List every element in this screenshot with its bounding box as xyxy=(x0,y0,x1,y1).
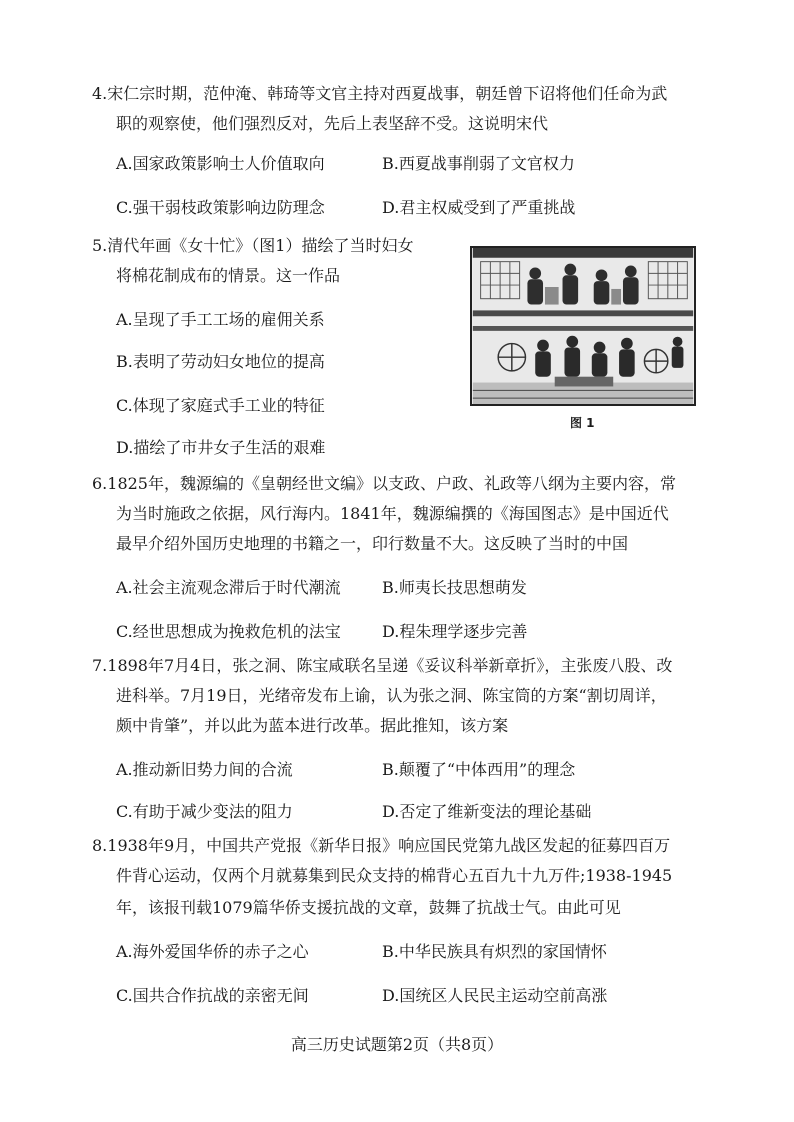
q6-stem-line-1: 6.1825年，魏源编的《皇朝经世文编》以支政、户政、礼政等八纲为主要内容，常 xyxy=(92,474,676,493)
q8-stem-line-2: 件背心运动，仅两个月就募集到民众支持的棉背心五百九十九万件;1938-1945 xyxy=(116,866,673,885)
q4-option-b: B.西夏战事削弱了文官权力 xyxy=(382,154,575,173)
woodblock-print-illustration xyxy=(472,248,694,404)
q4-stem-line-1: 4.宋仁宗时期，范仲淹、韩琦等文官主持对西夏战事，朝廷曾下诏将他们任命为武 xyxy=(92,84,668,103)
new-year-painting-figure xyxy=(470,246,696,406)
q5-stem-line-2: 将棉花制成布的情景。这一作品 xyxy=(116,266,341,285)
q5-option-b: B.表明了劳动妇女地位的提高 xyxy=(116,352,325,371)
q8-stem-line-3: 年，该报刊载1079篇华侨支援抗战的文章，鼓舞了抗战士气。由此可见 xyxy=(116,898,621,917)
q8-option-b: B.中华民族具有炽烈的家国情怀 xyxy=(382,942,607,961)
q7-option-c: C.有助于减少变法的阻力 xyxy=(116,802,293,821)
q4-option-a: A.国家政策影响士人价值取向 xyxy=(116,154,325,173)
q6-stem-line-3: 最早介绍外国历史地理的书籍之一，印行数量不大。这反映了当时的中国 xyxy=(116,534,629,553)
page-footer: 高三历史试题第2页（共8页） xyxy=(290,1035,504,1054)
figure-caption: 图 1 xyxy=(570,416,595,430)
q8-option-a: A.海外爱国华侨的赤子之心 xyxy=(116,942,309,961)
q5-option-c: C.体现了家庭式手工业的特征 xyxy=(116,396,325,415)
q5-option-a: A.呈现了手工工场的雇佣关系 xyxy=(116,310,325,329)
q7-option-a: A.推动新旧势力间的合流 xyxy=(116,760,293,779)
q8-option-d: D.国统区人民民主运动空前高涨 xyxy=(382,986,608,1005)
q4-stem-line-2: 职的观察使，他们强烈反对，先后上表坚辞不受。这说明宋代 xyxy=(116,114,549,133)
q7-option-b: B.颠覆了“中体西用”的理念 xyxy=(382,760,576,779)
q6-stem-line-2: 为当时施政之依据，风行海内。1841年，魏源编撰的《海国图志》是中国近代 xyxy=(116,504,669,523)
q6-option-a: A.社会主流观念滞后于时代潮流 xyxy=(116,578,341,597)
q5-option-d: D.描绘了市井女子生活的艰难 xyxy=(116,438,326,457)
q7-option-d: D.否定了维新变法的理论基础 xyxy=(382,802,592,821)
q4-option-d: D.君主权威受到了严重挑战 xyxy=(382,198,576,217)
q7-stem-line-2: 进科举。7月19日，光绪帝发布上谕，认为张之洞、陈宝筒的方案“割切周详， xyxy=(116,686,667,705)
q4-option-c: C.强干弱枝政策影响边防理念 xyxy=(116,198,325,217)
q7-stem-line-3: 颇中肯肇”，并以此为蓝本进行改革。据此推知，该方案 xyxy=(116,716,509,735)
q6-option-c: C.经世思想成为挽救危机的法宝 xyxy=(116,622,341,641)
q8-stem-line-1: 8.1938年9月，中国共产党报《新华日报》响应国民党第九战区发起的征募四百万 xyxy=(92,836,671,855)
q8-option-c: C.国共合作抗战的亲密无间 xyxy=(116,986,309,1005)
q5-stem-line-1: 5.清代年画《女十忙》（图1）描绘了当时妇女 xyxy=(92,236,414,255)
q6-option-b: B.师夷长技思想萌发 xyxy=(382,578,527,597)
q6-option-d: D.程朱理学逐步完善 xyxy=(382,622,528,641)
q7-stem-line-1: 7.1898年7月4日，张之洞、陈宝咸联名呈递《妥议科举新章折》，主张废八股、改 xyxy=(92,656,673,675)
